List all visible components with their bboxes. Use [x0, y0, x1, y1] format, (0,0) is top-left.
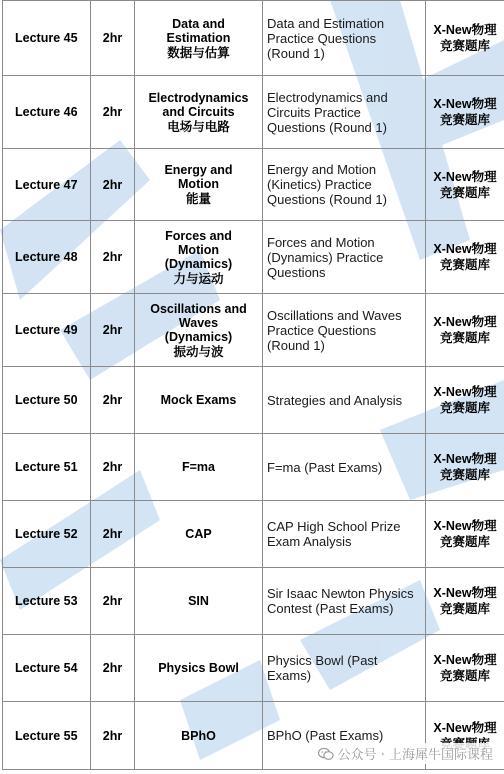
- lecture-hours: 2hr: [91, 702, 135, 770]
- topic-cell: [135, 1, 263, 76]
- lecture-description: BPhO (Past Exams): [263, 702, 426, 770]
- table-row: [3, 149, 504, 221]
- topic-cell: [135, 221, 263, 294]
- table-row: [3, 635, 504, 702]
- lecture-description: Energy and Motion (Kinetics) Practice Questions (Round 1): [263, 149, 426, 221]
- lecture-number: Lecture 49: [3, 294, 91, 367]
- lecture-number: Lecture 55: [3, 702, 91, 770]
- lecture-description: Forces and Motion (Dynamics) Practice Questions: [263, 221, 426, 294]
- lecture-hours: 2hr: [91, 367, 135, 434]
- lecture-number: Lecture 54: [3, 635, 91, 702]
- topic-cell: [135, 501, 263, 568]
- lecture-description: F=ma (Past Exams): [263, 434, 426, 501]
- table-row: [3, 367, 504, 434]
- lecture-number: Lecture 46: [3, 76, 91, 149]
- lecture-description: Oscillations and Waves Practice Questions (Round 1): [263, 294, 426, 367]
- lecture-description: Electrodynamics and Circuits Practice Questions (Round 1): [263, 76, 426, 149]
- question-bank-source: X-New物理 竞赛题库: [426, 434, 504, 501]
- topic-chinese: 电场与电路: [167, 119, 230, 134]
- table-row: [3, 434, 504, 501]
- lecture-hours: 2hr: [91, 635, 135, 702]
- question-bank-source: X-New物理 竞赛题库: [426, 221, 504, 294]
- lecture-number: Lecture 45: [3, 1, 91, 76]
- lecture-number: Lecture 53: [3, 568, 91, 635]
- lecture-number: Lecture 47: [3, 149, 91, 221]
- lecture-hours: 2hr: [91, 1, 135, 76]
- topic-chinese: 振动与波: [173, 344, 224, 359]
- question-bank-source: X-New物理 竞赛题库: [426, 367, 504, 434]
- topic-english: Forces and Motion (Dynamics): [164, 228, 233, 271]
- table-row: [3, 294, 504, 367]
- lecture-number: Lecture 48: [3, 221, 91, 294]
- topic-cell: [135, 149, 263, 221]
- question-bank-source: X-New物理 竞赛题库: [426, 76, 504, 149]
- question-bank-source: X-New物理 竞赛题库: [426, 635, 504, 702]
- topic-cell: [135, 294, 263, 367]
- topic-english: F=ma: [181, 460, 215, 474]
- lecture-number: Lecture 52: [3, 501, 91, 568]
- table-row: [3, 1, 504, 76]
- question-bank-source: X-New物理 竞赛题库: [426, 568, 504, 635]
- topic-english: Physics Bowl: [158, 661, 239, 675]
- question-bank-source: X-New物理 竞赛题库: [426, 294, 504, 367]
- lecture-hours: 2hr: [91, 221, 135, 294]
- lecture-hours: 2hr: [91, 568, 135, 635]
- table-row: [3, 568, 504, 635]
- topic-chinese: 数据与估算: [167, 45, 230, 60]
- topic-english: Electrodynamics and Circuits: [148, 90, 249, 119]
- account-watermark: [315, 743, 496, 764]
- table-body: [3, 1, 504, 770]
- table-row: [3, 501, 504, 568]
- topic-cell: [135, 367, 263, 434]
- lecture-hours: 2hr: [91, 434, 135, 501]
- lecture-hours: 2hr: [91, 76, 135, 149]
- topic-chinese: 能量: [185, 192, 211, 206]
- topic-cell: [135, 76, 263, 149]
- lecture-description: Data and Estimation Practice Questions (Round 1): [263, 1, 426, 76]
- lecture-description: CAP High School Prize Exam Analysis: [263, 501, 426, 568]
- question-bank-source: X-New物理: [426, 702, 504, 770]
- lecture-description: Sir Isaac Newton Physics Contest (Past Exams): [263, 568, 426, 635]
- lecture-description: Strategies and Analysis: [263, 367, 426, 434]
- lecture-number: Lecture 50: [3, 367, 91, 434]
- topic-english: Mock Exams: [160, 393, 237, 407]
- lecture-hours: 2hr: [91, 149, 135, 221]
- lecture-description: Physics Bowl (Past Exams): [263, 635, 426, 702]
- table-row: [3, 76, 504, 149]
- topic-cell: [135, 434, 263, 501]
- lecture-hours: 2hr: [91, 501, 135, 568]
- wechat-icon: [318, 747, 334, 761]
- topic-cell: [135, 635, 263, 702]
- topic-english: SIN: [188, 594, 209, 608]
- lecture-number: Lecture 51: [3, 434, 91, 501]
- topic-english: CAP: [185, 527, 212, 541]
- topic-chinese: 力与运动: [173, 271, 224, 286]
- question-bank-source: X-New物理 竞赛题库: [426, 501, 504, 568]
- topic-english: BPhO: [181, 728, 216, 743]
- table-row: [3, 221, 504, 294]
- course-schedule-table: [2, 0, 504, 770]
- topic-english: Energy and Motion: [164, 163, 233, 191]
- question-bank-source: X-New物理 竞赛题库: [426, 149, 504, 221]
- question-bank-source: X-New物理 竞赛题库: [426, 1, 504, 76]
- topic-cell: [135, 702, 263, 770]
- account-name: 公众号 · 上海犀牛国际课程: [337, 748, 493, 763]
- lecture-hours: 2hr: [91, 294, 135, 367]
- topic-english: Data and Estimation: [166, 16, 231, 45]
- topic-english: Oscillations and Waves (Dynamics): [150, 301, 247, 344]
- topic-cell: [135, 568, 263, 635]
